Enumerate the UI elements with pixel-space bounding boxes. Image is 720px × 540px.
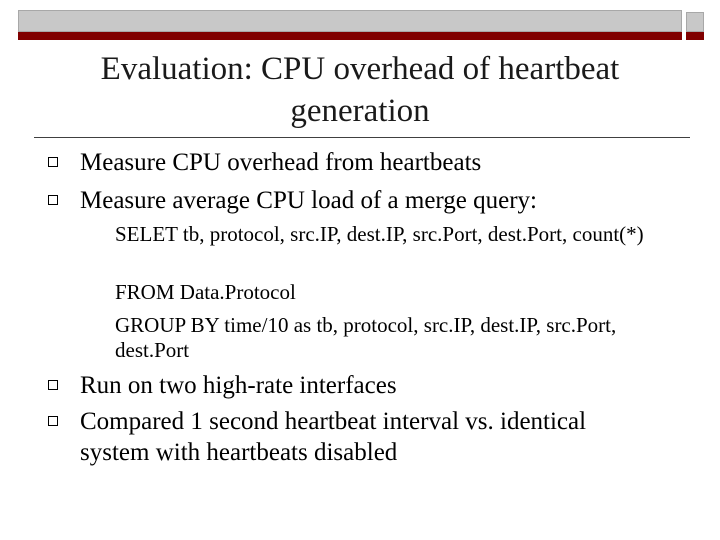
title-divider: [34, 137, 690, 138]
hollow-square-bullet-icon: [48, 380, 58, 390]
top-decoration-bar: [18, 10, 682, 40]
top-bar-red: [18, 32, 682, 40]
corner-decoration-grey: [686, 12, 704, 32]
hollow-square-bullet-icon: [48, 157, 58, 167]
bullet-text: Run on two high-rate interfaces: [80, 372, 397, 399]
corner-decoration: [686, 12, 704, 40]
query-line: FROM Data.Protocol: [115, 280, 296, 304]
slide-title: Evaluation: CPU overhead of heartbeat generation: [100, 51, 620, 129]
hollow-square-bullet-icon: [48, 195, 58, 205]
hollow-square-bullet-icon: [48, 416, 58, 426]
query-line: GROUP BY time/10 as tb, protocol, src.IP, dest.IP, src.Port, dest.Port: [115, 313, 617, 362]
corner-decoration-red: [686, 32, 704, 40]
top-bar-grey: [18, 10, 682, 32]
bullet-text: Measure average CPU load of a merge query:: [80, 187, 538, 214]
query-line: SELET tb, protocol, src.IP, dest.IP, src.Port, dest.Port, count(*): [115, 222, 644, 246]
bullet-text: Measure CPU overhead from heartbeats: [80, 149, 482, 176]
bullet-text: Compared 1 second heartbeat interval vs. identical system with heartbeats disabled: [80, 408, 587, 466]
